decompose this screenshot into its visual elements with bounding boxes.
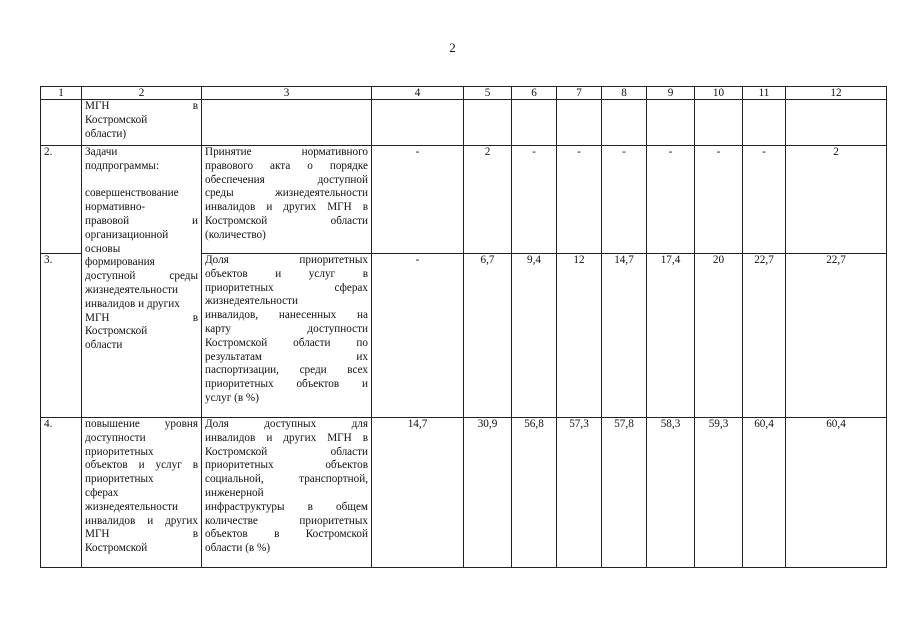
value-cell: - bbox=[602, 146, 647, 254]
header-cell: 1 bbox=[41, 87, 82, 100]
value-cell: 17,4 bbox=[647, 254, 695, 418]
indicators-table bbox=[40, 86, 887, 568]
value-cell: - bbox=[372, 146, 464, 254]
value-cell: - bbox=[647, 146, 695, 254]
header-cell: 12 bbox=[786, 87, 887, 100]
value-cell: 20 bbox=[695, 254, 743, 418]
value-cell: 2 bbox=[786, 146, 887, 254]
value-cell: - bbox=[743, 146, 786, 254]
row-number: 2. bbox=[41, 146, 82, 254]
header-cell: 9 bbox=[647, 87, 695, 100]
value-cell: - bbox=[557, 146, 602, 254]
row-number: 3. bbox=[41, 254, 82, 418]
header-cell: 4 bbox=[372, 87, 464, 100]
page-number: 2 bbox=[449, 40, 456, 55]
value-cell: 56,8 bbox=[512, 418, 557, 568]
value-cell: 22,7 bbox=[786, 254, 887, 418]
value-cell: - bbox=[512, 146, 557, 254]
header-cell: 3 bbox=[202, 87, 372, 100]
goal-continuation-cell: МГН в Костромской области) bbox=[82, 100, 202, 146]
table-row bbox=[41, 146, 887, 254]
task-description-cell: повышение уровня доступности приоритетных объектов и услуг в приоритетных сферах жизнедеятельности инвалидов и других МГН в Костромской bbox=[82, 418, 202, 568]
header-cell: 6 bbox=[512, 87, 557, 100]
value-cell: 9,4 bbox=[512, 254, 557, 418]
indicator-name-cell: Принятие нормативного правового акта о порядке обеспечения доступной среды жизнедеятельности инвалидов и других МГН в Костромской области (количество) bbox=[202, 146, 372, 254]
row-number: 4. bbox=[41, 418, 82, 568]
header-cell: 7 bbox=[557, 87, 602, 100]
task-description-cell: Задачи подпрограммы: совершенствование нормативно- правовой и организационной основы формирования доступной среды жизнедеятельности инвалидов и других МГН в Костромской области bbox=[82, 146, 202, 418]
value-cell: 2 bbox=[464, 146, 512, 254]
value-cell: - bbox=[695, 146, 743, 254]
table-header-row bbox=[41, 87, 887, 100]
table-row bbox=[41, 100, 887, 146]
table-row bbox=[41, 418, 887, 568]
value-cell: 60,4 bbox=[786, 418, 887, 568]
value-cell: 14,7 bbox=[372, 418, 464, 568]
header-cell: 11 bbox=[743, 87, 786, 100]
value-cell: 57,8 bbox=[602, 418, 647, 568]
value-cell: - bbox=[372, 254, 464, 418]
value-cell: 58,3 bbox=[647, 418, 695, 568]
header-cell: 8 bbox=[602, 87, 647, 100]
value-cell: 22,7 bbox=[743, 254, 786, 418]
value-cell: 30,9 bbox=[464, 418, 512, 568]
value-cell: 12 bbox=[557, 254, 602, 418]
value-cell: 6,7 bbox=[464, 254, 512, 418]
header-cell: 2 bbox=[82, 87, 202, 100]
indicator-name-cell: Доля приоритетных объектов и услуг в приоритетных сферах жизнедеятельности инвалидов, нанесенных на карту доступности Костромской области по результатам их паспортизации, среди всех приоритетных объектов и услуг (в %) bbox=[202, 254, 372, 418]
value-cell: 57,3 bbox=[557, 418, 602, 568]
value-cell: 14,7 bbox=[602, 254, 647, 418]
header-cell: 10 bbox=[695, 87, 743, 100]
header-cell: 5 bbox=[464, 87, 512, 100]
value-cell: 60,4 bbox=[743, 418, 786, 568]
value-cell: 59,3 bbox=[695, 418, 743, 568]
indicator-name-cell: Доля доступных для инвалидов и других МГН в Костромской области приоритетных объектов социальной, транспортной, инженерной инфраструктуры в общем количестве приоритетных объектов в Костромской области (в %) bbox=[202, 418, 372, 568]
